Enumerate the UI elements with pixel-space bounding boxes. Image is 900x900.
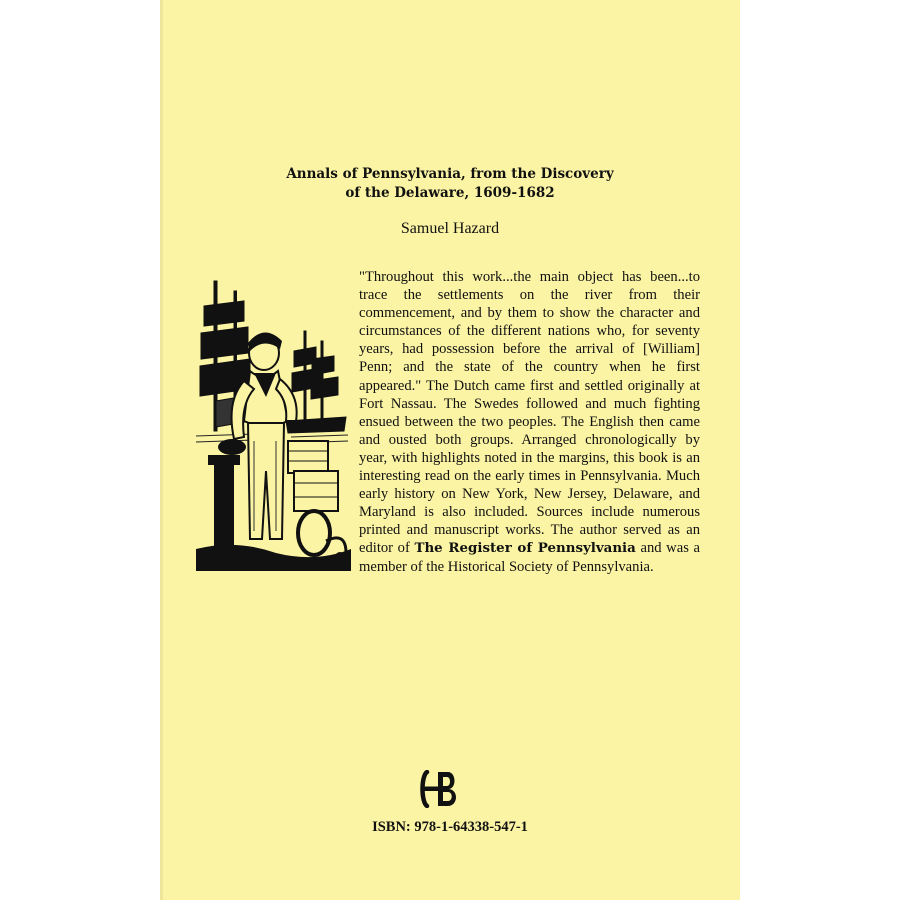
back-cover — [160, 0, 740, 900]
book-title — [160, 165, 740, 203]
register-title: The Register of Pennsylvania — [414, 540, 636, 557]
title-line-2: of the Delaware, 1609-1682 — [345, 185, 555, 201]
description-text: "Throughout this work...the main object has been...to trace the settlements on the river from their commencement, and by them to show the character and circumstances of the different nations who, for seventy years, had possession before the arrival of [William] Penn; and the state of the country when he first appeared." The Dutch came first and settled originally at Fort Nassau. The Swedes followed and much fighting ensued between the two peoples. The English then came and ousted both groups. Arranged chronologically by year, with highlights noted in the margins, this book is an interesting read on the early times in Pennsylvania. Much early history on New York, New Jersey, Delaware, and Maryland is also included. Sources include numerous printed and manuscript works. The author served as an editor of — [359, 269, 700, 557]
sailor-engraving-icon — [196, 271, 351, 571]
isbn: ISBN: 978-1-64338-547-1 — [372, 819, 528, 835]
author-name: Samuel Hazard — [400, 220, 500, 237]
description-text-end: and was a member of the Historical Society of Pennsylvania. — [359, 540, 700, 575]
book-description — [200, 268, 700, 576]
title-line-1: Annals of Pennsylvania, from the Discovery — [286, 166, 614, 182]
publisher-logo-icon — [418, 770, 462, 808]
